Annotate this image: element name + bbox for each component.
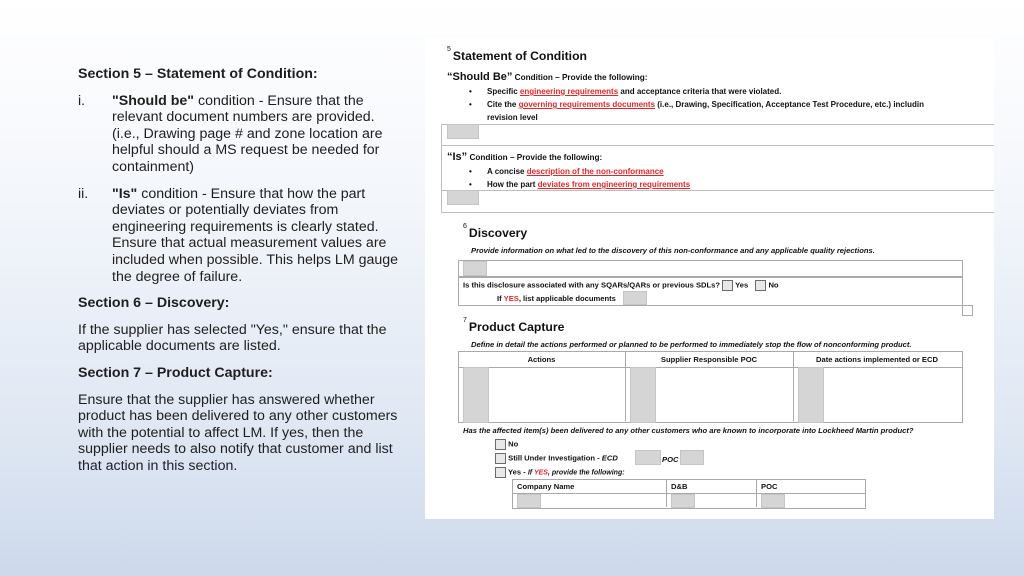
if-yes-line: If YES, list applicable documents (497, 294, 616, 303)
disclosure-question: Is this disclosure associated with any SQARs/QARs or previous SDLs? Yes No (463, 280, 779, 290)
column-header: Supplier Responsible POC (660, 355, 758, 364)
should-be-field[interactable] (447, 124, 479, 139)
section7-title: $^7$ Product Capture (463, 316, 565, 334)
column-header: D&B (671, 482, 688, 491)
column-header: Company Name (517, 482, 575, 491)
bullet-item: • A concise description of the non-conformance (469, 167, 664, 176)
divider (458, 367, 962, 368)
no-label: No (768, 280, 779, 290)
date-input[interactable] (798, 367, 824, 423)
customer-poc-input[interactable] (761, 494, 785, 508)
guidance-text (78, 66, 400, 484)
section7-text: Ensure that the supplier has answered whether product has been delivered to any other customers with the potential to affect LM. If yes, then the supplier needs to also notify that customer and list that action in this section. (78, 391, 398, 474)
discovery-input[interactable] (463, 261, 487, 276)
poc-input[interactable] (630, 367, 656, 423)
documents-field[interactable] (623, 291, 647, 305)
divider (441, 145, 994, 146)
section6-instruction: Provide information on what led to the discovery of this non-conformance and any applicable quality rejections. (471, 246, 875, 255)
is-item (78, 186, 400, 286)
is-text: condition - Ensure that how the part deviates or potentially deviates from engineering requirements is clearly stated. Ensure that actual measurement values are included when possible. This helps LM gauge the degree of failure. (112, 185, 399, 285)
is-field[interactable] (447, 190, 479, 205)
poc-field[interactable] (680, 450, 704, 465)
section7-instruction: Define in detail the actions performed or planned to be performed to immediately stop the flow of nonconforming product. (471, 340, 912, 349)
should-be-item (78, 93, 400, 176)
item-number: i. (78, 92, 86, 109)
is-quote: "Is" (112, 185, 138, 202)
column-header: Actions (527, 355, 556, 364)
divider (441, 124, 442, 212)
section6-heading: Section 6 – Discovery: (78, 295, 230, 312)
bullet-item: • Specific engineering requirements and acceptance criteria that were violated. (469, 87, 782, 96)
should-be-quote: "Should be" (112, 92, 195, 109)
section6-title: $^6$ Discovery (463, 222, 528, 240)
option-yes: Yes - If YES, provide the following: (495, 467, 625, 478)
bullet-continuation: revision level (487, 113, 538, 122)
form-screenshot (425, 38, 994, 519)
divider (756, 479, 757, 507)
divider (666, 479, 667, 507)
poc-label: POC (662, 455, 679, 464)
no-checkbox[interactable] (755, 280, 766, 291)
section5-heading: Section 5 – Statement of Condition: (78, 66, 318, 82)
should-be-text: condition - Ensure that the relevant document numbers are provided. (i.e., Drawing page # and zone location are helpful should a MS request be needed for containment) (112, 92, 383, 175)
section7-heading: Section 7 – Product Capture: (78, 364, 273, 381)
no-checkbox[interactable] (495, 439, 506, 450)
item-number: ii. (78, 185, 89, 202)
option-investigation: Still Under Investigation - ECD (495, 453, 618, 464)
yes-checkbox[interactable] (495, 467, 506, 478)
divider (441, 190, 994, 191)
divider (441, 212, 994, 213)
option-no: No (495, 439, 518, 450)
ecd-field[interactable] (635, 450, 661, 465)
yes-label: Yes (735, 280, 749, 290)
bullet-item: • How the part deviates from engineering requirements (469, 180, 691, 189)
actions-input[interactable] (463, 367, 489, 423)
yes-checkbox[interactable] (722, 280, 733, 291)
dnb-input[interactable] (671, 494, 695, 508)
delivered-question: Has the affected item(s) been delivered to any other customers who are known to incorporate into Lockheed Martin product? (463, 426, 914, 435)
bullet-item: • Cite the governing requirements documents (i.e., Drawing, Specification, Acceptance Test Procedure, etc.) includin (469, 100, 924, 109)
investigation-checkbox[interactable] (495, 453, 506, 464)
column-header: Date actions implemented or ECD (816, 355, 938, 364)
section6-text: If the supplier has selected "Yes," ensure that the applicable documents are listed. (78, 321, 387, 355)
column-header: POC (761, 482, 778, 491)
divider (441, 124, 994, 125)
company-input[interactable] (517, 494, 541, 508)
section5-title: $^5$ Statement of Condition (447, 45, 587, 63)
checkbox-icon[interactable] (962, 305, 973, 316)
should-be-header: “Should Be” Condition – Provide the following: (447, 71, 648, 83)
is-header: “Is” Condition – Provide the following: (447, 151, 603, 163)
